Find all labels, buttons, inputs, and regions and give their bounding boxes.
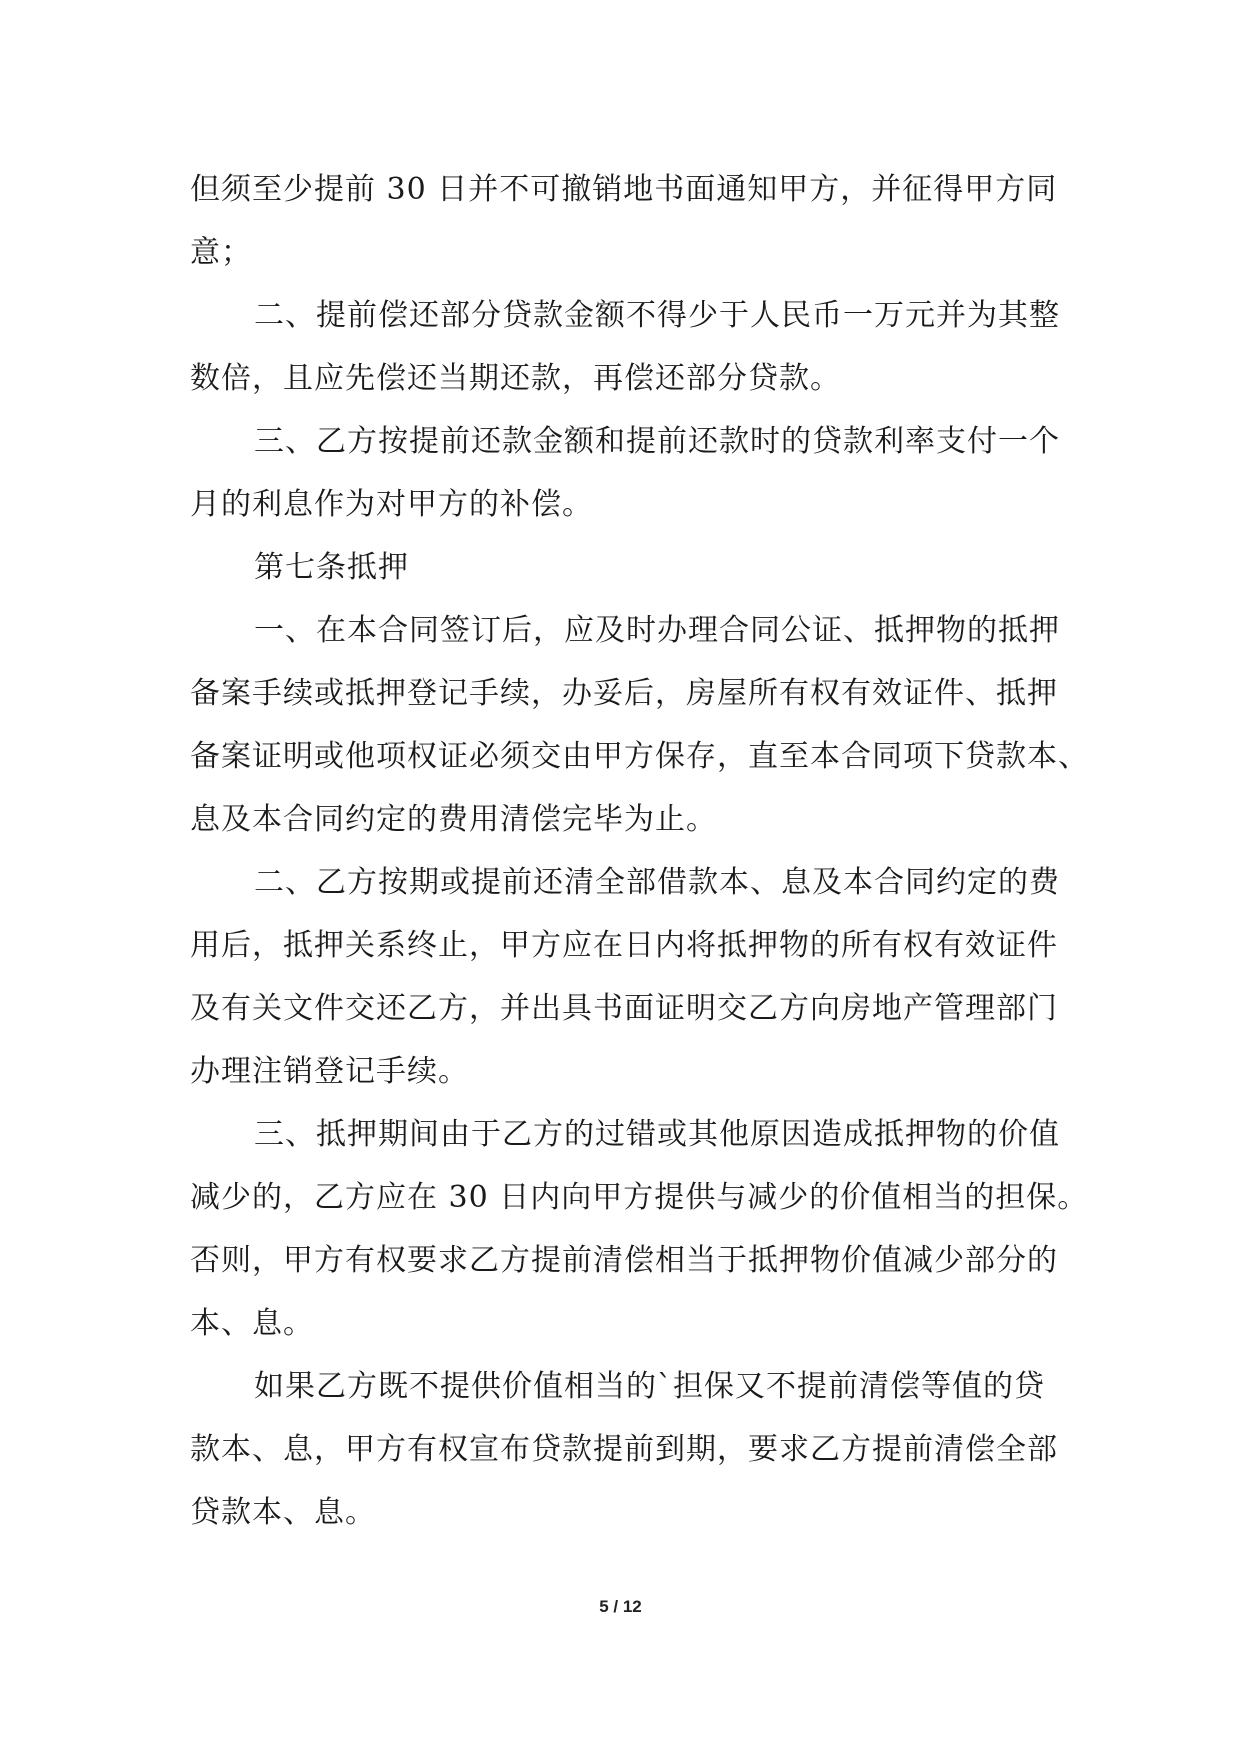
paragraph-start-line: 二、乙方按期或提前还清全部借款本、息及本合同约定的费 [254, 865, 1060, 900]
page-number: 5 / 12 [599, 1597, 642, 1616]
paragraph-start-line: 二、提前偿还部分贷款金额不得少于人民币一万元并为其整 [254, 298, 1060, 333]
document-body [190, 158, 1089, 1544]
text-line: 办理注销登记手续。 [190, 1054, 469, 1089]
text-line: 但须至少提前 30 日并不可撤销地书面通知甲方，并征得甲方同 [190, 172, 1058, 207]
text-line: 贷款本、息。 [190, 1495, 376, 1530]
text-line: 数倍，且应先偿还当期还款，再偿还部分贷款。 [190, 361, 841, 396]
text-line: 减少的，乙方应在 30 日内向甲方提供与减少的价值相当的担保。 [190, 1180, 1089, 1215]
text-line: 息及本合同约定的费用清偿完毕为止。 [190, 802, 717, 837]
text-line: 否则，甲方有权要求乙方提前清偿相当于抵押物价值减少部分的 [190, 1243, 1058, 1278]
paragraph-start-line: 如果乙方既不提供价值相当的`担保又不提前清偿等值的贷 [254, 1369, 1045, 1404]
text-line: 本、息。 [190, 1306, 314, 1341]
text-line: 备案证明或他项权证必须交由甲方保存，直至本合同项下贷款本、 [190, 739, 1089, 774]
paragraph-start-line: 三、乙方按提前还款金额和提前还款时的贷款利率支付一个 [254, 424, 1060, 459]
text-line: 款本、息，甲方有权宣布贷款提前到期，要求乙方提前清偿全部 [190, 1432, 1058, 1467]
text-line: 用后，抵押关系终止，甲方应在日内将抵押物的所有权有效证件 [190, 928, 1058, 963]
paragraph-start-line: 一、在本合同签订后，应及时办理合同公证、抵押物的抵押 [254, 613, 1060, 648]
text-line: 月的利息作为对甲方的补偿。 [190, 487, 593, 522]
text-line: 备案手续或抵押登记手续，办妥后，房屋所有权有效证件、抵押 [190, 676, 1058, 711]
paragraph-start-line: 三、抵押期间由于乙方的过错或其他原因造成抵押物的价值 [254, 1117, 1060, 1152]
text-line: 意； [190, 235, 252, 270]
section-heading: 第七条抵押 [254, 550, 409, 585]
text-line: 及有关文件交还乙方，并出具书面证明交乙方向房地产管理部门 [190, 991, 1058, 1026]
